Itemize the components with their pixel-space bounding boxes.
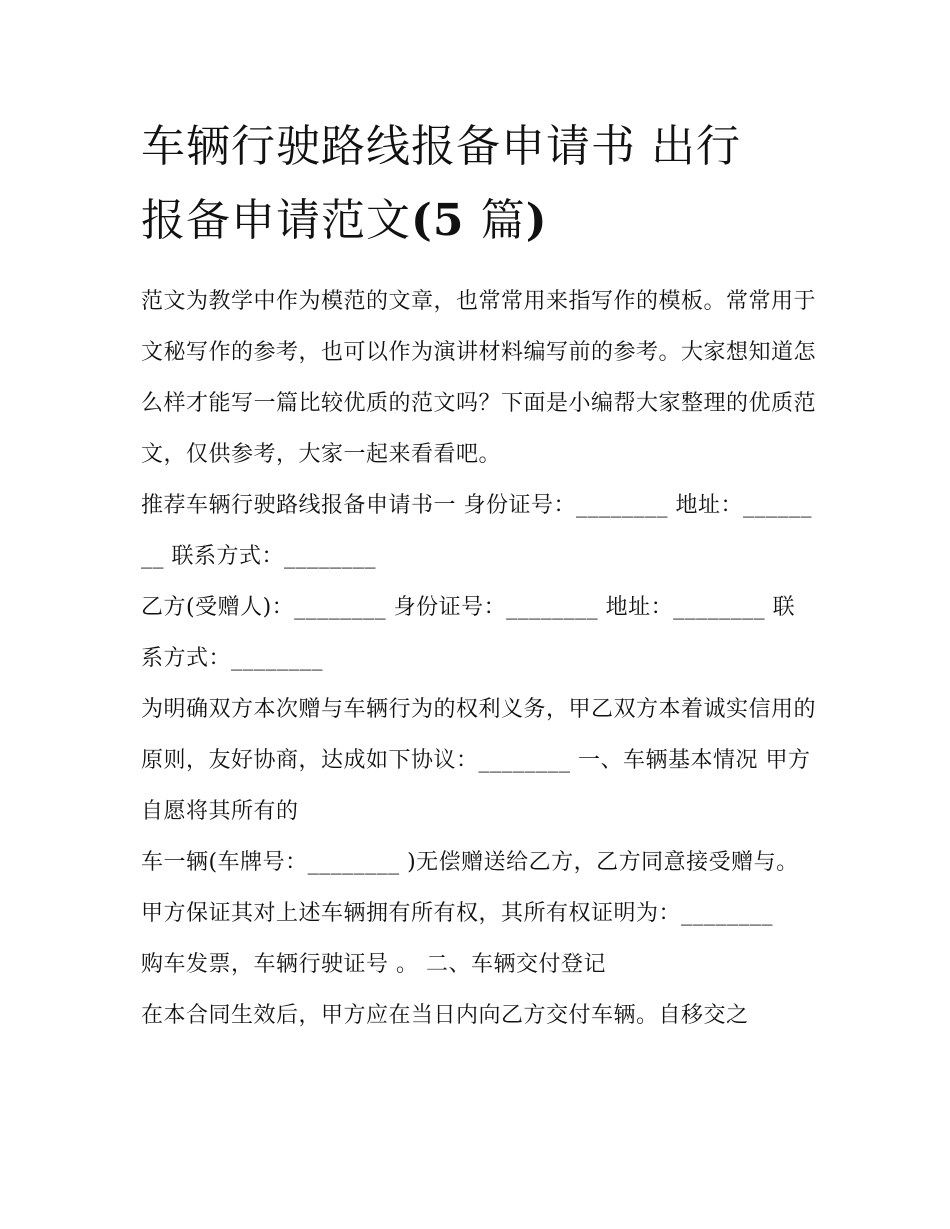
party-a-paragraph: 推荐车辆行驶路线报备申请书一 身份证号：________ 地址：________ 联系方式：________ — [141, 493, 812, 569]
delivery-heading-paragraph: 购车发票，车辆行驶证号 。 二、车辆交付登记 — [141, 952, 606, 977]
document-page — [141, 110, 816, 1041]
document-title — [141, 110, 816, 258]
agreement-purpose-paragraph: 为明确双方本次赠与车辆行为的权利义务，甲乙双方本着诚实信用的原则，友好协商，达成如下协议：________ 一、车辆基本情况 甲方自愿将其所有的 — [141, 697, 817, 824]
title-count-unit: 篇 — [480, 195, 526, 246]
party-b-paragraph: 乙方(受赠人)：________ 身份证号：________ 地址：________ 联系方式：________ — [141, 595, 796, 671]
title-line-1: 车辆行驶路线报备申请书 出行 — [141, 121, 741, 172]
title-count-close: ) — [525, 195, 548, 246]
vehicle-gift-paragraph: 车一辆(车牌号：________ )无偿赠送给乙方，乙方同意接受赠与。甲方保证其对上述车辆拥有所有权，其所有权证明为：________ — [141, 850, 799, 926]
title-count-open: (5 — [411, 195, 481, 246]
title-line-2: 报备申请范文 — [141, 195, 411, 246]
intro-paragraph: 范文为教学中作为模范的文章，也常常用来指写作的模板。常常用于文秘写作的参考，也可以作为演讲材料编写前的参考。大家想知道怎么样才能写一篇比较优质的范文吗？下面是小编帮大家整理的优质范文，仅供参考，大家一起来看看吧。 — [141, 289, 817, 467]
delivery-terms-paragraph: 在本合同生效后，甲方应在当日内向乙方交付车辆。自移交之 — [141, 1003, 749, 1028]
